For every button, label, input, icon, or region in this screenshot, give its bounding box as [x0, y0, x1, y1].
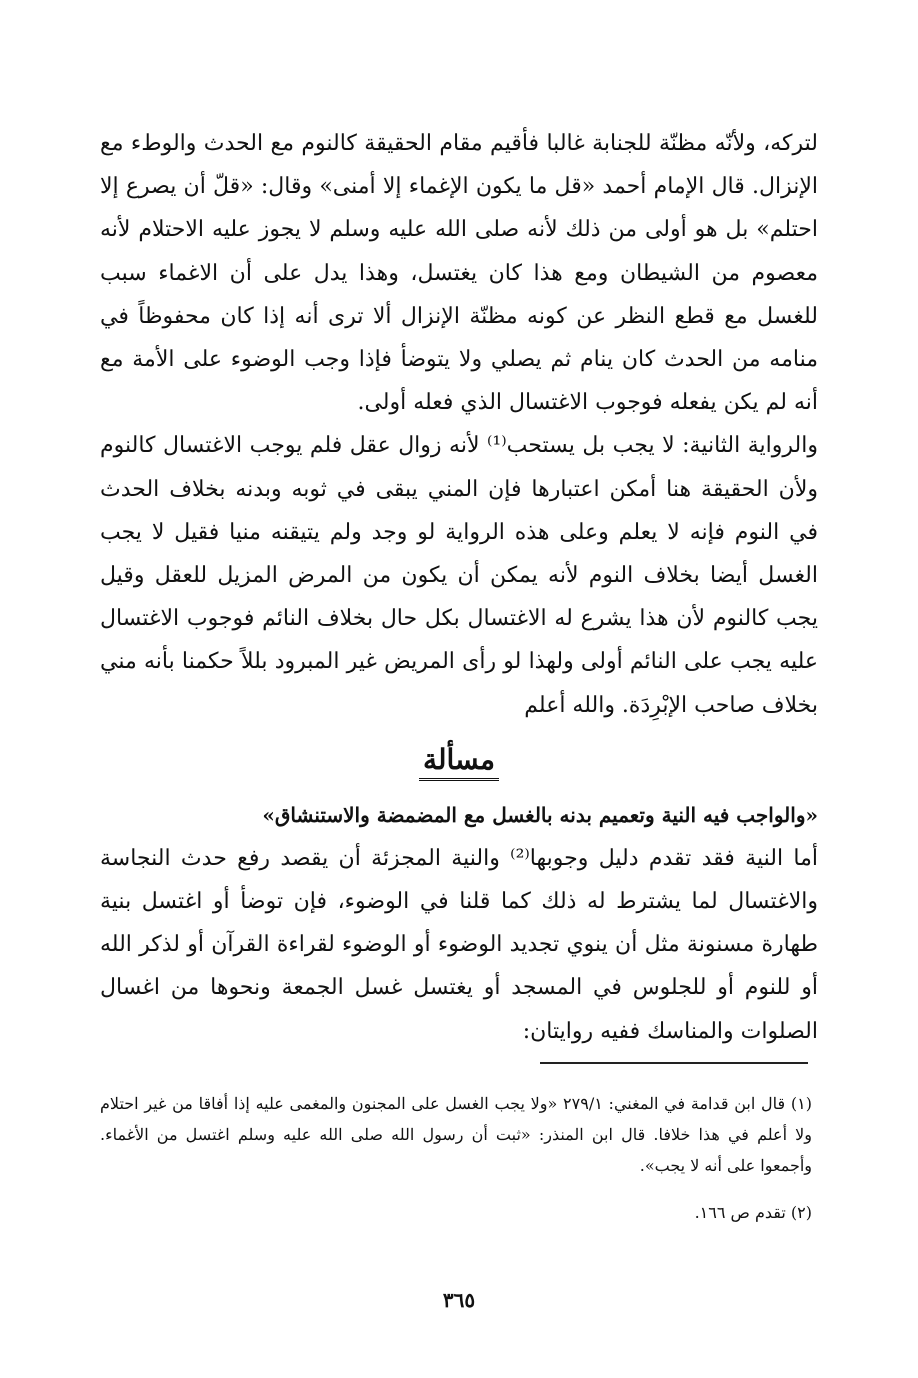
body-text-bottom [100, 837, 818, 1053]
footnotes [100, 1088, 812, 1228]
footnote-2: (٢) تقدم ص ١٦٦. [694, 1203, 812, 1222]
paragraph-1: لتركه، ولأنّه مظنّة للجنابة غالبا فأقيم مقام الحقيقة كالنوم مع الحدث والوطء مع الإنزال. قال الإمام أحمد «قل ما يكون الإغماء إلا أمنى» وقال: «قلّ أن يصرع إلا احتلم» بل هو أولى من ذلك لأنه صلى الله عليه وسلم لا يجوز عليه الاحتلام لأنه معصوم من الشيطان ومع هذا كان يغتسل، وهذا يدل على أن الاغماء سبب للغسل مع قطع النظر عن كونه مظنّة الإنزال ألا ترى أنه إذا كان محفوظاً في منامه من الحدث كان ينام ثم يصلي ولا يتوضأ فإذا وجب الوضوء على الأمة مع أنه لم يكن يفعله فوجوب الاغتسال الذي فعله أولى. [100, 131, 818, 416]
page-content [100, 122, 818, 1053]
page-number: ٣٦٥ [442, 1288, 476, 1312]
section-heading-text: مسألة [419, 743, 499, 781]
footnote-1: (١) قال ابن قدامة في المغني: ٢٧٩/١ «ولا يجب الغسل على المجنون والمغمى عليه إذا أفاقا من غير احتلام ولا أعلم في هذا خلافا. قال ابن المنذر: «ثبت أن رسول الله صلى الله عليه وسلم اغتسل من الأغماء. وأجمعوا على أنه لا يجب». [100, 1094, 812, 1175]
body-text-top [100, 122, 818, 727]
footnote-divider [540, 1062, 808, 1064]
issue-title: «والواجب فيه النية وتعميم بدنه بالغسل مع المضمضة والاستنشاق» [262, 802, 818, 827]
section-heading [100, 733, 818, 791]
paragraph-2: والرواية الثانية: لا يجب بل يستحب⁽¹⁾ لأنه زوال عقل فلم يوجب الاغتسال كالنوم ولأن الحقيقة هنا أمكن اعتبارها فإن المني يبقى في ثوبه وبدنه بخلاف الحدث في النوم فإنه لا يعلم وعلى هذه الرواية لو وجد ولم يتيقنه منيا فقيل لا يجب الغسل أيضا بخلاف النوم لأنه يمكن أن يكون من المرض المزيل للعقل وقيل يجب كالنوم لأن هذا يشرع له الاغتسال بكل حال بخلاف النائم فوجوب الاغتسال عليه يجب على النائم أولى ولهذا لو رأى المريض غير المبرود بللاً حكمنا بأنه مني بخلاف صاحب الإبْرِدَة. والله أعلم [100, 433, 818, 718]
paragraph-3: أما النية فقد تقدم دليل وجوبها⁽²⁾ والنية المجزئة أن يقصد رفع حدث النجاسة والاغتسال لما يشترط له ذلك كما قلنا في الوضوء، فإن توضأ أو اغتسل بنية طهارة مسنونة مثل أن ينوي تجديد الوضوء أو الوضوء لقراءة القرآن أو لذكر الله أو للنوم أو للجلوس في المسجد أو يغتسل غسل الجمعة ونحوها من اغسال الصلوات والمناسك ففيه روايتان: [100, 845, 818, 1044]
